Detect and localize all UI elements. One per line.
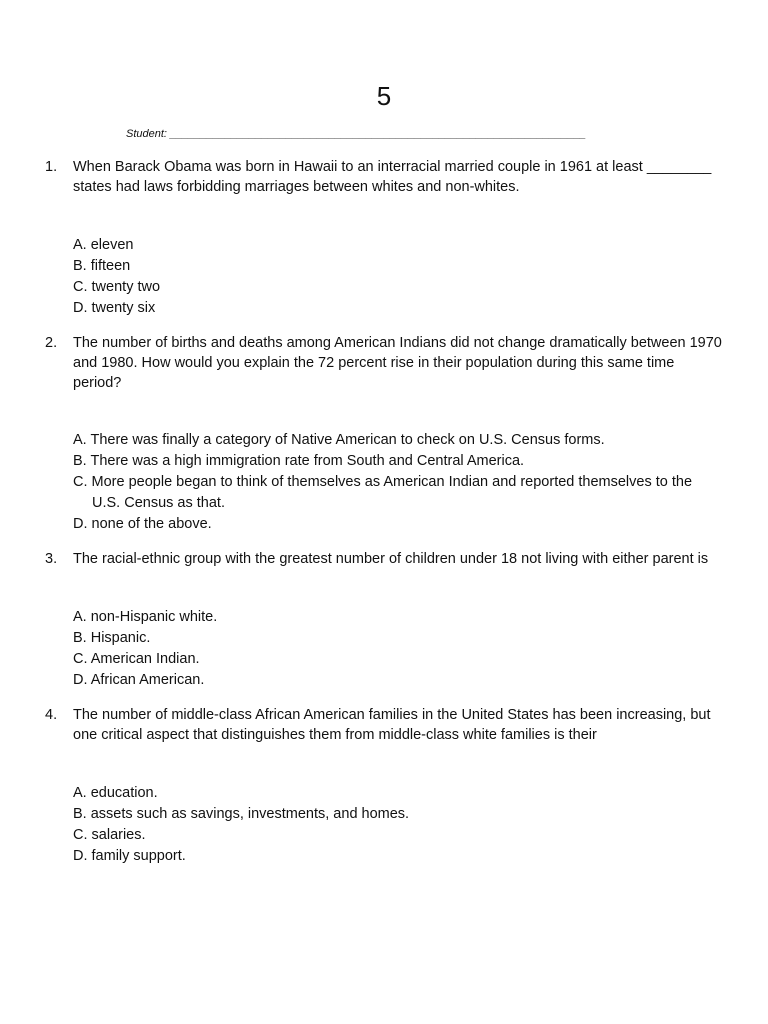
question-text: The number of births and deaths among American Indians did not change dramatically between 1970 and 1980. How would you explain the 72 percent rise in their population during this same time period? (73, 335, 722, 391)
question-number: 1. (45, 159, 58, 175)
question-text: The racial-ethnic group with the greatest number of children under 18 not living with either parent is (73, 551, 709, 567)
option-letter: C. (73, 827, 88, 843)
option-letter: B. (73, 258, 87, 274)
answer-option-d (73, 514, 724, 535)
option-letter: C. (73, 651, 88, 667)
option-letter: D. (73, 516, 88, 532)
option-text: American Indian. (90, 651, 200, 667)
page-number: 5 (376, 81, 392, 111)
option-letter: B. (73, 630, 87, 646)
student-name-line (126, 127, 646, 141)
option-text: twenty two (91, 279, 161, 295)
option-letter: A. (73, 785, 87, 801)
answer-option-c (73, 472, 724, 514)
option-text: assets such as savings, investments, and homes. (90, 806, 410, 822)
option-text: none of the above. (91, 516, 212, 532)
question-4 (0, 705, 768, 867)
option-text: family support. (91, 848, 186, 864)
answer-options (73, 235, 724, 319)
option-text: There was a high immigration rate from South and Central America. (90, 453, 525, 469)
answer-options (73, 430, 724, 535)
question-number: 2. (45, 335, 58, 351)
answer-option-b (73, 451, 724, 472)
option-text: salaries. (91, 827, 146, 843)
option-text: education. (90, 785, 158, 801)
answer-option-b (73, 256, 724, 277)
option-text: fifteen (90, 258, 131, 274)
question-2 (0, 333, 768, 535)
question-1 (0, 157, 768, 319)
option-letter: C. (73, 474, 88, 490)
option-text: Hispanic. (90, 630, 151, 646)
answer-option-c (73, 649, 724, 670)
answer-options (73, 607, 724, 691)
answer-option-d (73, 846, 724, 867)
option-letter: D. (73, 672, 88, 688)
option-text: More people began to think of themselves as American Indian and reported themselves to the U.S. Census as that. (91, 474, 693, 511)
answer-options (73, 783, 724, 867)
answer-option-b (73, 628, 724, 649)
option-letter: D. (73, 300, 88, 316)
answer-option-a (73, 783, 724, 804)
option-letter: A. (73, 237, 87, 253)
option-letter: B. (73, 453, 87, 469)
question-number: 4. (45, 707, 58, 723)
option-text: African American. (90, 672, 205, 688)
option-text: eleven (90, 237, 134, 253)
answer-option-b (73, 804, 724, 825)
option-letter: B. (73, 806, 87, 822)
question-number: 3. (45, 551, 58, 567)
answer-option-d (73, 298, 724, 319)
option-letter: A. (73, 609, 87, 625)
option-letter: C. (73, 279, 88, 295)
question-list (0, 157, 768, 867)
option-letter: A. (73, 432, 87, 448)
question-3 (0, 549, 768, 691)
question-text: The number of middle-class African American families in the United States has been increasing, but one critical aspect that distinguishes them from middle-class white families is their (73, 707, 711, 743)
answer-option-a (73, 235, 724, 256)
answer-option-c (73, 277, 724, 298)
answer-option-a (73, 430, 724, 451)
option-letter: D. (73, 848, 88, 864)
answer-option-c (73, 825, 724, 846)
student-name-blank: ____________________________________________________________________ (170, 128, 587, 140)
option-text: twenty six (91, 300, 156, 316)
option-text: non-Hispanic white. (90, 609, 218, 625)
student-label: Student: (126, 128, 167, 140)
question-text: When Barack Obama was born in Hawaii to an interracial married couple in 1961 at least ________ states had laws forbidding marriages between whites and non-whites. (73, 159, 712, 195)
answer-option-a (73, 607, 724, 628)
answer-option-d (73, 670, 724, 691)
option-text: There was finally a category of Native American to check on U.S. Census forms. (90, 432, 605, 448)
